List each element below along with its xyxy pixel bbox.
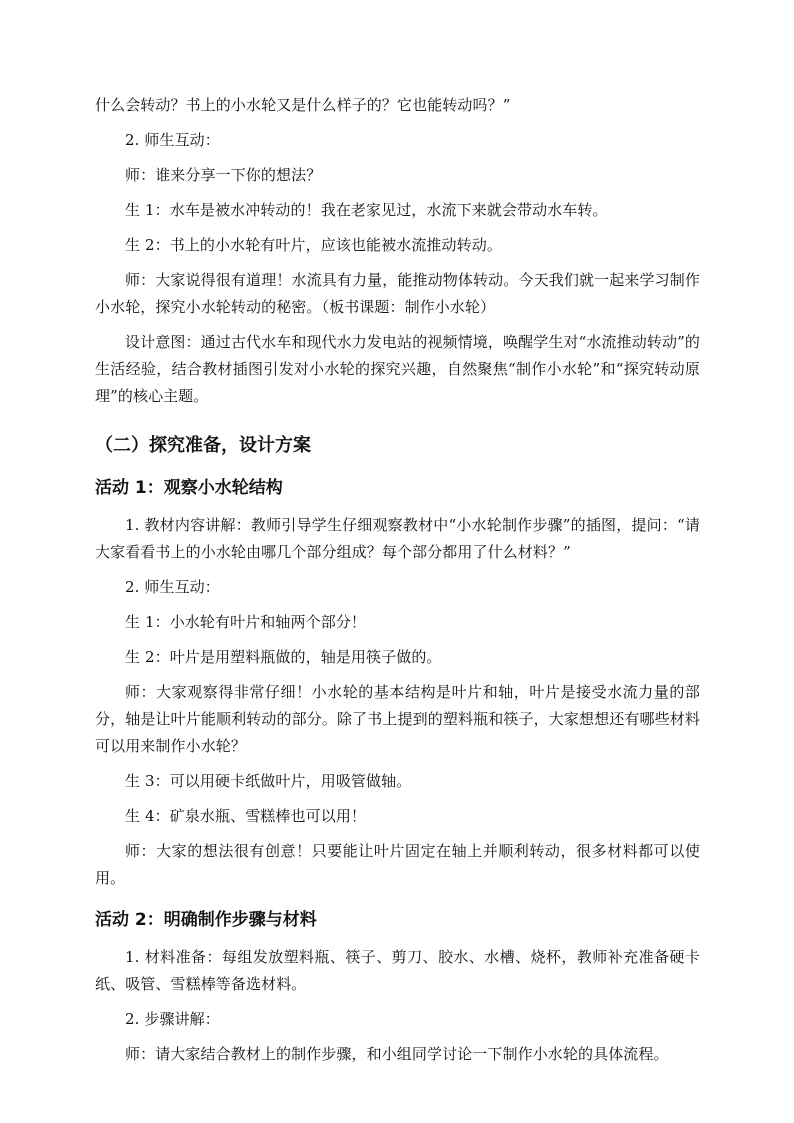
paragraph: 生 4：矿泉水瓶、雪糕棒也可以用！	[125, 807, 367, 825]
paragraph: 生 2：书上的小水轮有叶片，应该也能被水流推动转动。	[125, 236, 502, 254]
paragraph: 生 1：小水轮有叶片和轴两个部分！	[125, 613, 367, 631]
document-page	[95, 92, 700, 1076]
paragraph: 2. 师生互动：	[125, 578, 220, 596]
paragraph: 师：谁来分享一下你的想法？	[125, 166, 322, 184]
section-heading: （二）探究准备，设计方案	[95, 435, 311, 456]
paragraph: 师：大家的想法很有创意！只要能让叶片固定在轴上并顺利转动，很多材料都可以使用。	[95, 842, 700, 887]
paragraph: 2. 师生互动：	[125, 131, 220, 149]
paragraph: 生 1：水车是被水冲转动的！我在老家见过，水流下来就会带动水车转。	[125, 201, 608, 219]
paragraph: 师：大家说得很有道理！水流具有力量，能推动物体转动。今天我们就一起来学习制作小水轮，探究小水轮转动的秘密。（板书课题：制作小水轮）	[95, 271, 700, 316]
activity-heading: 活动 1：观察小水轮结构	[95, 478, 283, 498]
paragraph: 1. 教材内容讲解：教师引导学生仔细观察教材中“小水轮制作步骤”的插图，提问：“请大家看看书上的小水轮由哪几个部分组成？每个部分都用了什么材料？”	[95, 516, 700, 561]
paragraph: 生 3：可以用硬卡纸做叶片，用吸管做轴。	[125, 772, 412, 790]
paragraph: 1. 材料准备：每组发放塑料瓶、筷子、剪刀、胶水、水槽、烧杯，教师补充准备硬卡纸、吸管、雪糕棒等备选材料。	[95, 948, 700, 993]
paragraph: 什么会转动？书上的小水轮又是什么样子的？它也能转动吗？”	[95, 96, 511, 114]
paragraph: 设计意图：通过古代水车和现代水力发电站的视频情境，唤醒学生对“水流推动转动”的生活经验，结合教材插图引发对小水轮的探究兴趣，自然聚焦“制作小水轮”和“探究转动原理”的核心主题。	[95, 333, 700, 405]
paragraph: 师：大家观察得非常仔细！小水轮的基本结构是叶片和轴，叶片是接受水流力量的部分，轴是让叶片能顺利转动的部分。除了书上提到的塑料瓶和筷子，大家想想还有哪些材料可以用来制作小水轮？	[95, 683, 700, 755]
paragraph: 生 2：叶片是用塑料瓶做的，轴是用筷子做的。	[125, 648, 442, 666]
activity-heading: 活动 2：明确制作步骤与材料	[95, 910, 317, 930]
paragraph: 2. 步骤讲解：	[125, 1010, 220, 1028]
paragraph: 师：请大家结合教材上的制作步骤，和小组同学讨论一下制作小水轮的具体流程。	[125, 1045, 669, 1063]
